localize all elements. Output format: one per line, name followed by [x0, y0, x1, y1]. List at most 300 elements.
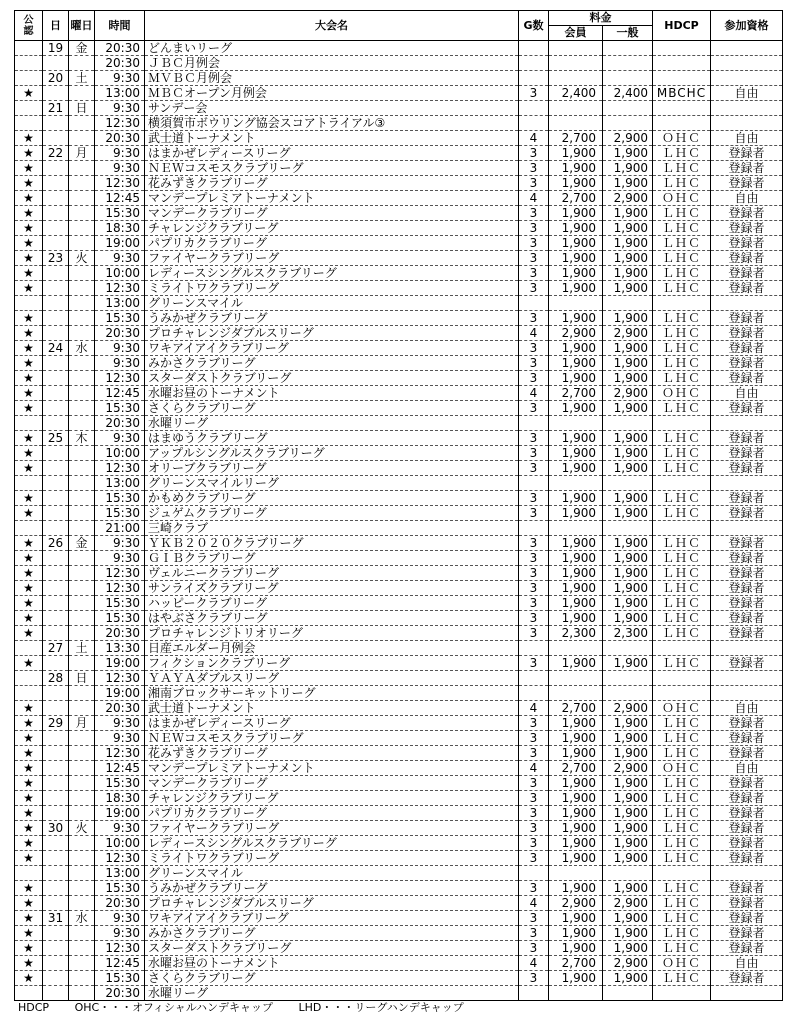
header-games: G数	[519, 11, 549, 41]
games-cell: 4	[519, 191, 549, 206]
weekday-cell	[69, 941, 95, 956]
time-cell: 9:30	[95, 716, 145, 731]
qualification-cell: 登録者	[711, 341, 783, 356]
hdcp-cell: MBCHC	[653, 86, 711, 101]
weekday-cell	[69, 191, 95, 206]
table-row	[15, 161, 783, 176]
general-fee-cell: 1,900	[603, 251, 653, 266]
time-cell: 12:30	[95, 371, 145, 386]
day-cell	[43, 566, 69, 581]
event-name-cell: ジュゲムクラブリーグ	[145, 506, 519, 521]
weekday-cell	[69, 221, 95, 236]
games-cell: 3	[519, 506, 549, 521]
games-cell: 3	[519, 776, 549, 791]
time-cell: 9:30	[95, 356, 145, 371]
time-cell: 13:30	[95, 641, 145, 656]
time-cell: 12:30	[95, 176, 145, 191]
hdcp-cell: ＬＨＣ	[653, 656, 711, 671]
games-cell: 3	[519, 821, 549, 836]
games-cell: 3	[519, 536, 549, 551]
table-row	[15, 581, 783, 596]
event-name-cell: レディースシングルスクラブリーグ	[145, 836, 519, 851]
table-row	[15, 401, 783, 416]
day-cell	[43, 476, 69, 491]
time-cell: 20:30	[95, 701, 145, 716]
time-cell: 9:30	[95, 146, 145, 161]
weekday-cell	[69, 176, 95, 191]
games-cell: 4	[519, 386, 549, 401]
table-row	[15, 326, 783, 341]
day-cell: 29	[43, 716, 69, 731]
event-name-cell: オリーブクラブリーグ	[145, 461, 519, 476]
member-fee-cell: 1,900	[549, 146, 603, 161]
member-fee-cell	[549, 296, 603, 311]
member-fee-cell: 1,900	[549, 776, 603, 791]
hdcp-cell: ＬＨＣ	[653, 461, 711, 476]
official-mark	[15, 296, 43, 311]
hdcp-cell	[653, 41, 711, 56]
day-cell: 27	[43, 641, 69, 656]
event-name-cell: パプリカクラブリーグ	[145, 806, 519, 821]
event-name-cell: うみかぜクラブリーグ	[145, 881, 519, 896]
official-mark: ★	[15, 356, 43, 371]
event-name-cell: マンデープレミアトーナメント	[145, 191, 519, 206]
member-fee-cell: 1,900	[549, 926, 603, 941]
time-cell: 12:30	[95, 581, 145, 596]
games-cell	[519, 521, 549, 536]
official-mark: ★	[15, 971, 43, 986]
hdcp-cell	[653, 671, 711, 686]
hdcp-cell: ＬＨＣ	[653, 146, 711, 161]
general-fee-cell: 1,900	[603, 266, 653, 281]
general-fee-cell: 1,900	[603, 431, 653, 446]
table-row	[15, 821, 783, 836]
official-mark: ★	[15, 221, 43, 236]
member-fee-cell: 2,300	[549, 626, 603, 641]
day-cell	[43, 941, 69, 956]
day-cell	[43, 626, 69, 641]
member-fee-cell: 1,900	[549, 431, 603, 446]
member-fee-cell	[549, 476, 603, 491]
general-fee-cell: 1,900	[603, 506, 653, 521]
table-row	[15, 41, 783, 56]
general-fee-cell: 1,900	[603, 656, 653, 671]
member-fee-cell: 2,700	[549, 191, 603, 206]
event-name-cell: プロチャレンジダブルスリーグ	[145, 326, 519, 341]
table-row	[15, 956, 783, 971]
table-row	[15, 281, 783, 296]
general-fee-cell: 2,300	[603, 626, 653, 641]
hdcp-cell: ＯＨＣ	[653, 761, 711, 776]
hdcp-cell: ＯＨＣ	[653, 386, 711, 401]
games-cell: 3	[519, 281, 549, 296]
event-name-cell: 三崎クラブ	[145, 521, 519, 536]
qualification-cell: 登録者	[711, 446, 783, 461]
member-fee-cell: 2,400	[549, 86, 603, 101]
official-mark: ★	[15, 536, 43, 551]
day-cell: 24	[43, 341, 69, 356]
official-mark: ★	[15, 176, 43, 191]
table-row	[15, 686, 783, 701]
member-fee-cell: 1,900	[549, 581, 603, 596]
general-fee-cell: 2,900	[603, 956, 653, 971]
member-fee-cell	[549, 56, 603, 71]
event-name-cell: 水曜お昼のトーナメント	[145, 956, 519, 971]
member-fee-cell: 1,900	[549, 731, 603, 746]
member-fee-cell	[549, 521, 603, 536]
hdcp-cell: ＬＨＣ	[653, 251, 711, 266]
hdcp-cell: ＯＨＣ	[653, 191, 711, 206]
time-cell: 12:30	[95, 671, 145, 686]
official-mark: ★	[15, 626, 43, 641]
official-mark: ★	[15, 146, 43, 161]
event-name-cell: サンデー会	[145, 101, 519, 116]
event-name-cell: みかさクラブリーグ	[145, 926, 519, 941]
qualification-cell: 登録者	[711, 146, 783, 161]
weekday-cell	[69, 236, 95, 251]
event-name-cell: レディースシングルスクラブリーグ	[145, 266, 519, 281]
qualification-cell	[711, 476, 783, 491]
qualification-cell: 自由	[711, 191, 783, 206]
hdcp-cell: ＬＨＣ	[653, 881, 711, 896]
official-mark: ★	[15, 251, 43, 266]
hdcp-cell: ＬＨＣ	[653, 806, 711, 821]
event-name-cell: 花みずきクラブリーグ	[145, 176, 519, 191]
day-cell	[43, 491, 69, 506]
time-cell: 9:30	[95, 161, 145, 176]
member-fee-cell: 1,900	[549, 821, 603, 836]
hdcp-cell: ＬＨＣ	[653, 431, 711, 446]
general-fee-cell: 1,900	[603, 776, 653, 791]
day-cell	[43, 236, 69, 251]
games-cell: 3	[519, 401, 549, 416]
day-cell	[43, 326, 69, 341]
games-cell	[519, 71, 549, 86]
legend-lhd: LHD・・・リーグハンデキャップ	[298, 1001, 464, 1014]
weekday-cell	[69, 161, 95, 176]
table-row	[15, 371, 783, 386]
general-fee-cell: 1,900	[603, 341, 653, 356]
table-row	[15, 116, 783, 131]
weekday-cell	[69, 131, 95, 146]
hdcp-cell	[653, 476, 711, 491]
games-cell: 3	[519, 566, 549, 581]
member-fee-cell	[549, 71, 603, 86]
general-fee-cell: 1,900	[603, 236, 653, 251]
general-fee-cell: 1,900	[603, 926, 653, 941]
weekday-cell	[69, 731, 95, 746]
table-row	[15, 671, 783, 686]
official-mark: ★	[15, 896, 43, 911]
general-fee-cell: 1,900	[603, 596, 653, 611]
weekday-cell	[69, 896, 95, 911]
qualification-cell: 自由	[711, 386, 783, 401]
games-cell	[519, 101, 549, 116]
table-row	[15, 461, 783, 476]
official-mark: ★	[15, 566, 43, 581]
weekday-cell	[69, 491, 95, 506]
hdcp-cell: ＬＨＣ	[653, 491, 711, 506]
event-name-cell: パプリカクラブリーグ	[145, 236, 519, 251]
general-fee-cell: 1,900	[603, 581, 653, 596]
day-cell	[43, 191, 69, 206]
table-row	[15, 836, 783, 851]
day-cell: 23	[43, 251, 69, 266]
hdcp-cell	[653, 686, 711, 701]
time-cell: 9:30	[95, 821, 145, 836]
general-fee-cell: 1,900	[603, 911, 653, 926]
qualification-cell: 登録者	[711, 431, 783, 446]
hdcp-cell: ＬＨＣ	[653, 851, 711, 866]
official-mark: ★	[15, 281, 43, 296]
member-fee-cell: 1,900	[549, 161, 603, 176]
table-row	[15, 941, 783, 956]
games-cell: 3	[519, 266, 549, 281]
weekday-cell	[69, 386, 95, 401]
weekday-cell	[69, 926, 95, 941]
general-fee-cell: 1,900	[603, 491, 653, 506]
event-name-cell: 横須賀市ボウリング協会スコアトライアル③	[145, 116, 519, 131]
table-row	[15, 596, 783, 611]
time-cell: 10:00	[95, 266, 145, 281]
weekday-cell	[69, 791, 95, 806]
qualification-cell	[711, 641, 783, 656]
hdcp-cell	[653, 416, 711, 431]
hdcp-cell: ＬＨＣ	[653, 746, 711, 761]
weekday-cell: 火	[69, 251, 95, 266]
qualification-cell: 登録者	[711, 566, 783, 581]
general-fee-cell: 1,900	[603, 881, 653, 896]
games-cell: 3	[519, 146, 549, 161]
time-cell: 10:00	[95, 836, 145, 851]
games-cell	[519, 296, 549, 311]
weekday-cell	[69, 581, 95, 596]
qualification-cell: 登録者	[711, 581, 783, 596]
day-cell	[43, 371, 69, 386]
table-row	[15, 221, 783, 236]
time-cell: 9:30	[95, 551, 145, 566]
time-cell: 15:30	[95, 206, 145, 221]
member-fee-cell: 1,900	[549, 596, 603, 611]
general-fee-cell: 1,900	[603, 206, 653, 221]
event-name-cell: うみかぜクラブリーグ	[145, 311, 519, 326]
general-fee-cell	[603, 866, 653, 881]
hdcp-cell	[653, 866, 711, 881]
official-mark	[15, 416, 43, 431]
games-cell: 3	[519, 446, 549, 461]
general-fee-cell: 1,900	[603, 836, 653, 851]
time-cell: 9:30	[95, 101, 145, 116]
day-cell	[43, 866, 69, 881]
event-name-cell: アップルシングルスクラブリーグ	[145, 446, 519, 461]
games-cell: 3	[519, 626, 549, 641]
hdcp-cell: ＬＨＣ	[653, 371, 711, 386]
table-row	[15, 446, 783, 461]
member-fee-cell	[549, 116, 603, 131]
official-mark	[15, 671, 43, 686]
official-mark: ★	[15, 746, 43, 761]
hdcp-cell: ＬＨＣ	[653, 206, 711, 221]
day-cell	[43, 386, 69, 401]
time-cell: 20:30	[95, 56, 145, 71]
general-fee-cell	[603, 521, 653, 536]
day-cell: 22	[43, 146, 69, 161]
official-mark: ★	[15, 191, 43, 206]
event-name-cell: さくらクラブリーグ	[145, 971, 519, 986]
member-fee-cell: 1,900	[549, 236, 603, 251]
games-cell: 3	[519, 611, 549, 626]
general-fee-cell: 1,900	[603, 716, 653, 731]
official-mark: ★	[15, 776, 43, 791]
header-official: 公認	[15, 11, 43, 41]
weekday-cell	[69, 866, 95, 881]
hdcp-cell: ＬＨＣ	[653, 896, 711, 911]
event-name-cell: 水曜リーグ	[145, 986, 519, 1001]
general-fee-cell: 1,900	[603, 806, 653, 821]
general-fee-cell	[603, 671, 653, 686]
member-fee-cell: 1,900	[549, 566, 603, 581]
qualification-cell: 登録者	[711, 311, 783, 326]
games-cell: 3	[519, 341, 549, 356]
header-qualification: 参加資格	[711, 11, 783, 41]
games-cell	[519, 671, 549, 686]
day-cell	[43, 311, 69, 326]
hdcp-cell: ＬＨＣ	[653, 401, 711, 416]
time-cell: 15:30	[95, 506, 145, 521]
general-fee-cell: 2,900	[603, 386, 653, 401]
hdcp-cell: ＬＨＣ	[653, 281, 711, 296]
official-mark: ★	[15, 911, 43, 926]
member-fee-cell: 1,900	[549, 746, 603, 761]
event-name-cell: ＹＫＢ２０２０クラブリーグ	[145, 536, 519, 551]
official-mark: ★	[15, 656, 43, 671]
member-fee-cell: 1,900	[549, 656, 603, 671]
weekday-cell	[69, 416, 95, 431]
general-fee-cell: 1,900	[603, 161, 653, 176]
general-fee-cell: 1,900	[603, 176, 653, 191]
table-row	[15, 731, 783, 746]
weekday-cell: 金	[69, 536, 95, 551]
member-fee-cell	[549, 686, 603, 701]
time-cell: 20:30	[95, 326, 145, 341]
qualification-cell: 登録者	[711, 626, 783, 641]
table-row	[15, 131, 783, 146]
weekday-cell	[69, 776, 95, 791]
time-cell: 9:30	[95, 71, 145, 86]
official-mark	[15, 686, 43, 701]
qualification-cell: 登録者	[711, 251, 783, 266]
qualification-cell: 登録者	[711, 206, 783, 221]
table-header	[15, 11, 783, 41]
general-fee-cell	[603, 986, 653, 1001]
member-fee-cell: 1,900	[549, 836, 603, 851]
weekday-cell	[69, 296, 95, 311]
general-fee-cell	[603, 686, 653, 701]
games-cell: 3	[519, 731, 549, 746]
general-fee-cell: 1,900	[603, 146, 653, 161]
official-mark: ★	[15, 761, 43, 776]
qualification-cell: 登録者	[711, 716, 783, 731]
hdcp-cell: ＬＨＣ	[653, 626, 711, 641]
qualification-cell: 自由	[711, 761, 783, 776]
games-cell: 3	[519, 371, 549, 386]
weekday-cell: 金	[69, 41, 95, 56]
official-mark: ★	[15, 131, 43, 146]
qualification-cell: 登録者	[711, 746, 783, 761]
table-row	[15, 806, 783, 821]
qualification-cell: 登録者	[711, 731, 783, 746]
event-name-cell: はやぶさクラブリーグ	[145, 611, 519, 626]
weekday-cell	[69, 56, 95, 71]
day-cell	[43, 956, 69, 971]
table-row	[15, 911, 783, 926]
table-row	[15, 656, 783, 671]
time-cell: 15:30	[95, 491, 145, 506]
day-cell	[43, 521, 69, 536]
weekday-cell	[69, 806, 95, 821]
general-fee-cell: 1,900	[603, 851, 653, 866]
qualification-cell: 登録者	[711, 851, 783, 866]
qualification-cell: 登録者	[711, 371, 783, 386]
weekday-cell: 木	[69, 431, 95, 446]
time-cell: 13:00	[95, 296, 145, 311]
weekday-cell: 火	[69, 821, 95, 836]
games-cell: 3	[519, 851, 549, 866]
member-fee-cell: 1,900	[549, 356, 603, 371]
hdcp-cell: ＬＨＣ	[653, 176, 711, 191]
hdcp-cell: ＬＨＣ	[653, 596, 711, 611]
hdcp-cell	[653, 71, 711, 86]
official-mark: ★	[15, 596, 43, 611]
hdcp-cell: ＬＨＣ	[653, 506, 711, 521]
hdcp-cell: ＬＨＣ	[653, 971, 711, 986]
qualification-cell: 登録者	[711, 821, 783, 836]
table-row	[15, 626, 783, 641]
official-mark: ★	[15, 821, 43, 836]
member-fee-cell: 1,900	[549, 311, 603, 326]
games-cell	[519, 986, 549, 1001]
weekday-cell	[69, 566, 95, 581]
day-cell: 20	[43, 71, 69, 86]
event-name-cell: ＮＥＷコスモスクラブリーグ	[145, 731, 519, 746]
hdcp-cell: ＬＨＣ	[653, 791, 711, 806]
general-fee-cell: 1,900	[603, 311, 653, 326]
time-cell: 12:45	[95, 191, 145, 206]
event-name-cell: ＹＡＹＡダブルスリーグ	[145, 671, 519, 686]
qualification-cell	[711, 116, 783, 131]
member-fee-cell: 1,900	[549, 536, 603, 551]
general-fee-cell: 1,900	[603, 461, 653, 476]
day-cell	[43, 881, 69, 896]
event-name-cell: ＧＩＢクラブリーグ	[145, 551, 519, 566]
weekday-cell: 土	[69, 71, 95, 86]
header-member: 会員	[549, 26, 603, 41]
official-mark: ★	[15, 551, 43, 566]
table-row	[15, 416, 783, 431]
hdcp-cell: ＬＨＣ	[653, 911, 711, 926]
games-cell: 3	[519, 911, 549, 926]
games-cell: 3	[519, 971, 549, 986]
day-cell	[43, 986, 69, 1001]
day-cell	[43, 206, 69, 221]
event-name-cell: ミライトワクラブリーグ	[145, 851, 519, 866]
member-fee-cell	[549, 101, 603, 116]
qualification-cell	[711, 71, 783, 86]
time-cell: 20:30	[95, 416, 145, 431]
general-fee-cell: 1,900	[603, 356, 653, 371]
qualification-cell: 自由	[711, 86, 783, 101]
games-cell: 3	[519, 596, 549, 611]
